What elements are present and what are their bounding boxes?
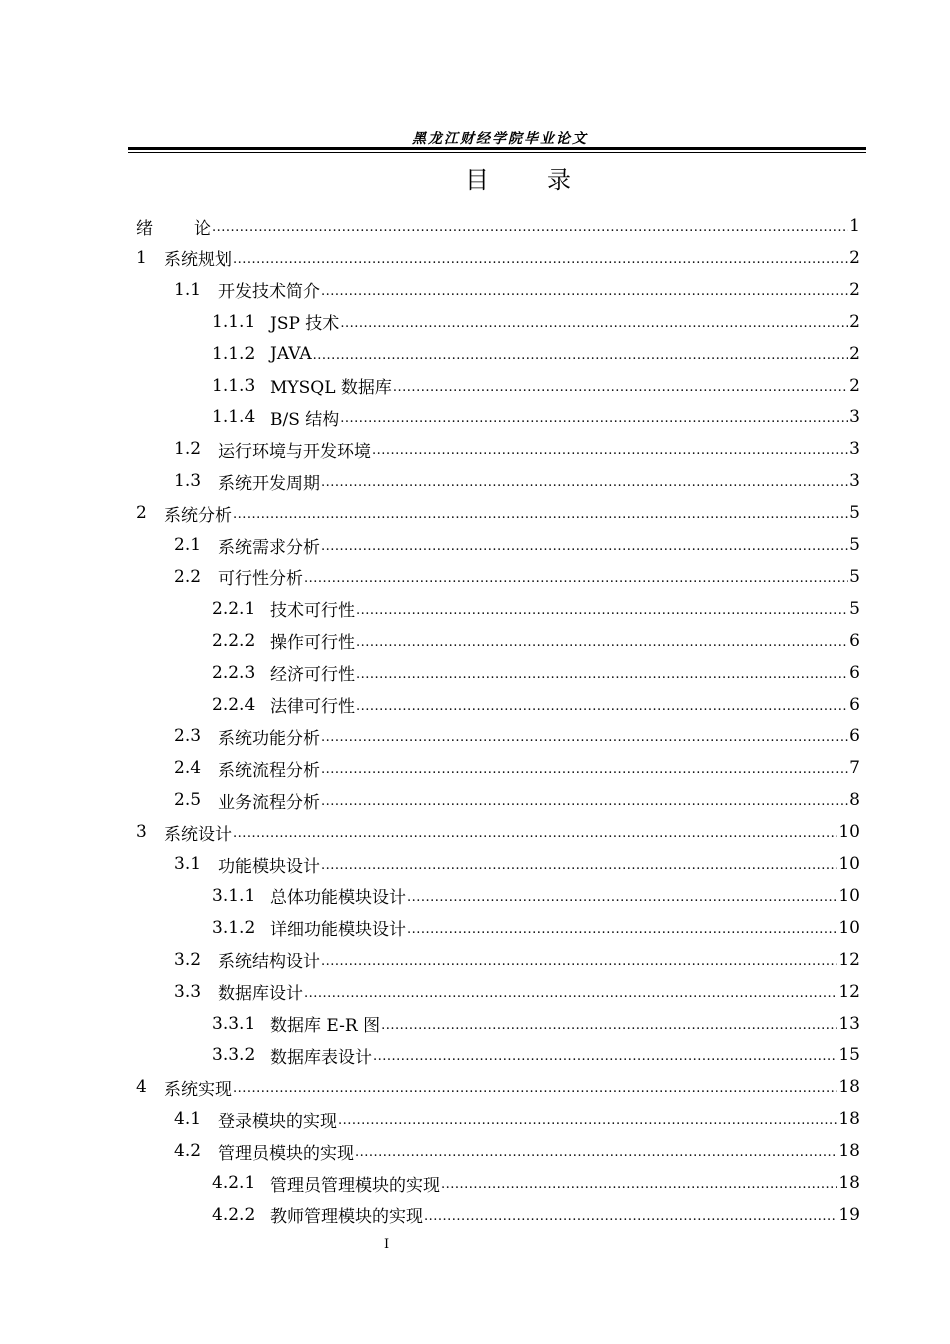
- toc-entry[interactable]: [174, 944, 860, 976]
- toc-leader-dots: [321, 280, 848, 300]
- toc-entry-number: 3.3.1: [212, 1013, 256, 1034]
- toc-entry[interactable]: [174, 1135, 860, 1167]
- toc-entry-label: 技术可行性: [270, 601, 355, 622]
- toc-entry-page: 2: [849, 311, 860, 332]
- toc-entry-number: 3.2: [174, 949, 202, 970]
- toc-entry[interactable]: [136, 1071, 860, 1103]
- toc-entry-label: 法律可行性: [270, 697, 355, 717]
- toc-leader-dots: [321, 950, 837, 970]
- toc-entry[interactable]: [212, 593, 860, 625]
- toc-entry-label: 论: [194, 218, 211, 239]
- toc-entry-label: 管理员管理模块的实现: [270, 1175, 440, 1196]
- toc-leader-dots: [393, 376, 848, 396]
- toc-entry-number: 2.2.3: [212, 662, 256, 683]
- toc-leader-dots: [372, 439, 848, 459]
- toc-entry[interactable]: [212, 306, 860, 338]
- toc-leader-dots: [321, 535, 848, 555]
- toc-entry-label: 业务流程分析: [218, 792, 320, 813]
- toc-leader-dots: [233, 822, 837, 842]
- toc-leader-dots: [407, 918, 837, 938]
- toc-entry-label: MYSQL 数据库: [270, 378, 392, 398]
- toc-leader-dots: [233, 248, 848, 268]
- toc-entry-page: 10: [838, 854, 860, 874]
- toc-leader-dots: [233, 1077, 837, 1097]
- toc-entry-label: 总体功能模块设计: [270, 888, 406, 909]
- toc-entry[interactable]: [212, 880, 860, 912]
- toc-entry-number: 2.2.2: [212, 630, 256, 651]
- toc-entry-number: 2: [136, 503, 147, 524]
- toc-entry-label: 登录模块的实现: [218, 1111, 337, 1132]
- toc-leader-dots: [338, 1109, 837, 1129]
- toc-entry-label: 系统设计: [164, 824, 232, 845]
- toc-leader-dots: [356, 695, 848, 715]
- toc-leader-dots: [356, 631, 848, 651]
- toc-entry-label: 系统结构设计: [218, 952, 320, 973]
- toc-entry-page: 5: [849, 566, 860, 587]
- toc-entry[interactable]: [136, 816, 860, 848]
- toc-entry-label: 系统功能分析: [218, 728, 320, 749]
- toc-entry[interactable]: [136, 210, 860, 242]
- toc-entry[interactable]: [212, 370, 860, 402]
- toc-entry[interactable]: [174, 529, 860, 561]
- toc-entry[interactable]: [174, 720, 860, 752]
- toc-leader-dots: [313, 344, 849, 364]
- toc-heading-char-2: 录: [547, 166, 571, 194]
- toc-entry[interactable]: [212, 912, 860, 944]
- toc-entry-page: 5: [849, 503, 860, 524]
- toc-entry-label: 功能模块设计: [218, 856, 320, 877]
- toc-heading-char-1: 目: [465, 166, 489, 194]
- toc-entry-label: B/S 结构: [270, 409, 340, 430]
- toc-entry-number: 2.4: [174, 758, 202, 779]
- toc-entry-page: 6: [849, 662, 860, 683]
- toc-leader-dots: [441, 1173, 837, 1193]
- toc-entry-page: 6: [849, 630, 860, 651]
- toc-entry-page: 8: [849, 790, 860, 811]
- thesis-header-title: 黑龙江财经学院毕业论文: [412, 131, 588, 147]
- toc-entry[interactable]: [136, 497, 860, 529]
- toc-entry-page: 3: [849, 471, 860, 492]
- toc-entry[interactable]: [174, 561, 860, 593]
- toc-entry-page: 6: [849, 694, 860, 715]
- toc-entry-label: 详细功能模块设计: [270, 920, 406, 941]
- toc-leader-dots: [233, 503, 848, 523]
- toc-leader-dots: [340, 312, 848, 332]
- toc-entry-label: 系统实现: [164, 1079, 232, 1100]
- toc-entry-page: 10: [838, 917, 860, 938]
- toc-entry-number: 4.2: [174, 1141, 202, 1162]
- toc-entry-label: 系统需求分析: [218, 537, 320, 558]
- toc-entry-number: 4.1: [174, 1109, 202, 1130]
- toc-entry-page: 6: [849, 726, 860, 747]
- toc-entry-page: 2: [849, 343, 860, 364]
- toc-entry[interactable]: [174, 976, 860, 1008]
- toc-entry-page: 3: [849, 407, 860, 428]
- toc-entry-page: 19: [838, 1204, 860, 1225]
- toc-entry-number: 4.2.2: [212, 1204, 256, 1225]
- toc-entry-page: 5: [849, 598, 860, 619]
- toc-leader-dots: [373, 1045, 837, 1065]
- toc-entry-number: 3.3: [174, 981, 202, 1002]
- toc-entry-label: 数据库表设计: [270, 1047, 372, 1068]
- toc-entry-number: 1.1.2: [212, 343, 256, 364]
- toc-entry-number: 1.3: [174, 471, 202, 492]
- toc-leader-dots: [340, 407, 848, 427]
- toc-entry-page: 1: [849, 216, 860, 236]
- toc-entry-page: 5: [849, 535, 860, 555]
- toc-entry-number: 3.3.2: [212, 1045, 256, 1066]
- page-number: I: [384, 1237, 390, 1252]
- toc-entry[interactable]: [212, 657, 860, 689]
- toc-entry[interactable]: [174, 465, 860, 497]
- toc-leader-dots: [321, 758, 848, 778]
- toc-entry-label: 系统流程分析: [218, 760, 320, 781]
- toc-entry-number: 2.3: [174, 726, 202, 747]
- toc-entry[interactable]: [174, 752, 860, 784]
- toc-entry-label: 系统规划: [164, 250, 232, 271]
- toc-entry-number: 4.2.1: [212, 1173, 256, 1193]
- toc-entry[interactable]: [174, 433, 860, 465]
- toc-entry-number: 绪: [136, 218, 153, 239]
- header-rule-thick: [128, 147, 866, 150]
- toc-entry-page: 2: [849, 247, 860, 268]
- toc-entry-page: 18: [838, 1141, 860, 1162]
- toc-entry[interactable]: [212, 1167, 860, 1199]
- toc-entry-label: 系统开发周期: [218, 473, 320, 494]
- toc-entry-page: 18: [838, 1077, 860, 1098]
- toc-entry-page: 18: [838, 1173, 860, 1193]
- toc-entry[interactable]: [212, 625, 860, 657]
- toc-entry-label: 开发技术简介: [218, 282, 320, 303]
- toc-heading: [0, 160, 950, 195]
- toc-entry-number: 1: [136, 247, 147, 268]
- toc-leader-dots: [355, 1141, 837, 1161]
- toc-entry[interactable]: [174, 274, 860, 306]
- toc-entry-number: 2.2.1: [212, 598, 256, 619]
- toc-entry-number: 2.1: [174, 535, 202, 555]
- toc-entry-label: JSP 技术: [270, 314, 340, 335]
- header-rule-thin: [128, 152, 866, 153]
- toc-entry-number: 3.1.1: [212, 885, 256, 906]
- toc-entry-label: 运行环境与开发环境: [218, 441, 371, 462]
- toc-entry[interactable]: [212, 1199, 860, 1231]
- toc-entry-number: 3.1: [174, 854, 202, 874]
- toc-leader-dots: [356, 599, 848, 619]
- toc-entry[interactable]: [212, 689, 860, 721]
- toc-leader-dots: [212, 216, 848, 236]
- toc-entry[interactable]: [212, 1008, 860, 1040]
- toc-leader-dots: [321, 790, 848, 810]
- toc-entry-page: 13: [838, 1013, 860, 1034]
- toc-entry-number: 1.1.3: [212, 375, 256, 396]
- toc-entry-label: 操作可行性: [270, 633, 355, 654]
- toc-entry-number: 3: [136, 822, 147, 843]
- toc-entry[interactable]: [212, 401, 860, 433]
- toc-leader-dots: [304, 982, 837, 1002]
- toc-entry-page: 10: [838, 822, 860, 843]
- toc-entry-page: 18: [838, 1109, 860, 1130]
- toc-entry-page: 2: [849, 279, 860, 300]
- toc-entry-page: 10: [838, 885, 860, 906]
- toc-entry[interactable]: [136, 242, 860, 274]
- toc-entry[interactable]: [212, 338, 860, 370]
- toc-entry-label: 数据库 E-R 图: [270, 1016, 381, 1036]
- toc-entry-number: 2.2: [174, 566, 202, 587]
- toc-entry[interactable]: [174, 1103, 860, 1135]
- toc-entry-label: 可行性分析: [218, 569, 303, 590]
- toc-entry[interactable]: [174, 784, 860, 816]
- toc-entry-page: 15: [838, 1045, 860, 1066]
- toc-entry-number: 2.2.4: [212, 694, 256, 715]
- toc-entry-label: 管理员模块的实现: [218, 1143, 354, 1164]
- toc-entry-number: 1.1: [174, 279, 202, 300]
- toc-entry-number: 4: [136, 1077, 147, 1098]
- toc-leader-dots: [424, 1205, 837, 1225]
- toc-entry-page: 2: [849, 375, 860, 396]
- toc-entry[interactable]: [174, 848, 860, 880]
- toc-entry-label: 系统分析: [164, 505, 232, 526]
- toc-entry-number: 1.2: [174, 439, 202, 460]
- toc-leader-dots: [321, 726, 848, 746]
- toc-entry-number: 1.1.1: [212, 311, 256, 332]
- toc-entry-number: 2.5: [174, 790, 202, 811]
- toc-leader-dots: [321, 471, 848, 491]
- toc-leader-dots: [321, 854, 837, 874]
- toc-entry-page: 12: [838, 949, 860, 970]
- toc-leader-dots: [407, 886, 837, 906]
- toc-entry-page: 7: [849, 758, 860, 779]
- toc-entry-number: 3.1.2: [212, 917, 256, 938]
- toc-entry-page: 12: [838, 981, 860, 1002]
- toc-entry-label: 数据库设计: [218, 984, 303, 1005]
- toc-entry-label: 教师管理模块的实现: [270, 1207, 423, 1228]
- toc-leader-dots: [381, 1014, 837, 1034]
- toc-entry-number: 1.1.4: [212, 407, 256, 428]
- toc-leader-dots: [356, 663, 848, 683]
- toc-leader-dots: [304, 567, 848, 587]
- toc-entry-label: JAVA: [270, 343, 312, 364]
- toc-entry[interactable]: [212, 1039, 860, 1071]
- toc-entry-label: 经济可行性: [270, 665, 355, 686]
- toc-entry-page: 3: [849, 439, 860, 460]
